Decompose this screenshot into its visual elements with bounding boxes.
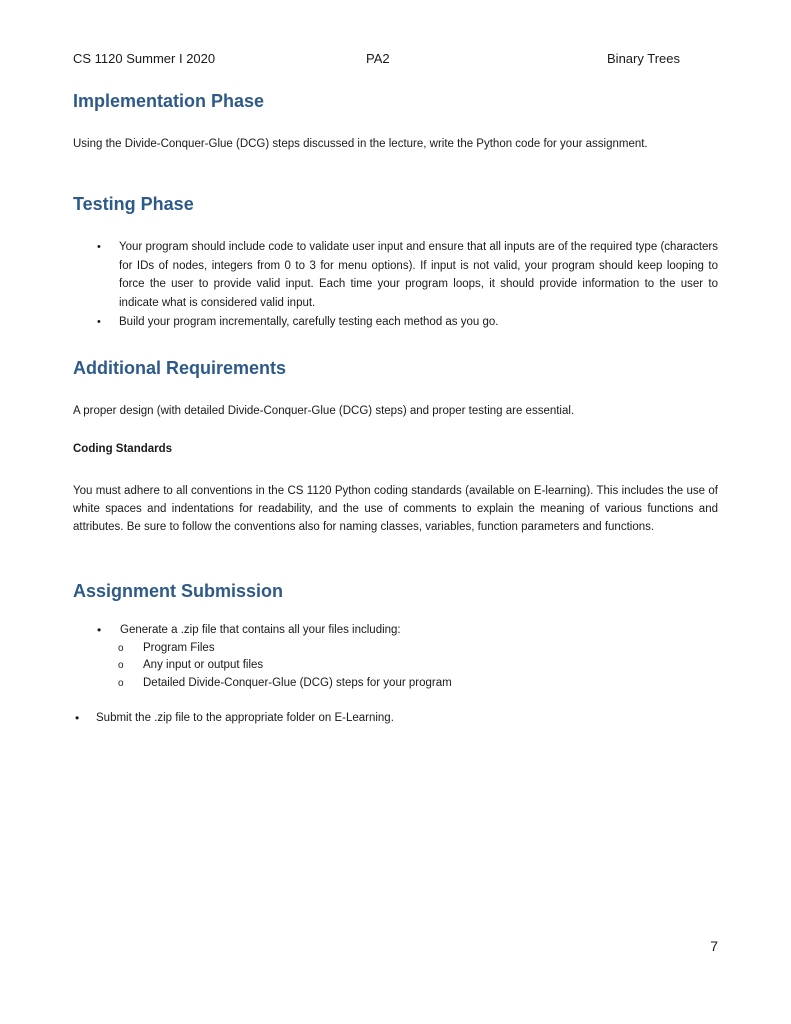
page-number: 7 xyxy=(710,938,718,954)
testing-heading: Testing Phase xyxy=(73,194,194,214)
zip-content-text: Detailed Divide-Conquer-Glue (DCG) steps for your program xyxy=(143,676,452,689)
header-topic: Binary Trees xyxy=(607,51,680,66)
bullet-icon: • xyxy=(97,623,102,637)
coding-standards-body: You must adhere to all conventions in the CS 1120 Python coding standards (available on E-learning). This includes the use of white spaces and indentations for readability, and the use of comments to explain the meaning of various functions and attributes. Be sure to follow the conventions also for naming classes, variables, function parameters and functions. xyxy=(73,485,718,533)
circle-bullet-icon: o xyxy=(118,677,124,689)
submission-heading: Assignment Submission xyxy=(73,581,284,601)
submission-zip-item xyxy=(73,622,718,640)
testing-item-text: Build your program incrementally, carefully testing each method as you go. xyxy=(119,316,499,328)
implementation-heading: Implementation Phase xyxy=(73,91,265,111)
zip-content-text: Program Files xyxy=(143,641,215,654)
additional-body: A proper design (with detailed Divide-Conquer-Glue (DCG) steps) and proper testing are essential. xyxy=(73,405,575,417)
circle-bullet-icon: o xyxy=(118,660,124,671)
submit-item-text: Submit the .zip file to the appropriate folder on E-Learning. xyxy=(96,712,394,724)
submission-list xyxy=(73,622,718,692)
circle-bullet-icon: o xyxy=(118,642,124,654)
additional-heading: Additional Requirements xyxy=(73,358,287,378)
zip-content-text: Any input or output files xyxy=(143,659,264,671)
bullet-icon: • xyxy=(75,711,80,725)
submit-item xyxy=(73,709,718,727)
bullet-icon: • xyxy=(97,316,101,328)
testing-item xyxy=(73,313,718,332)
zip-content-item xyxy=(73,657,718,675)
testing-item xyxy=(73,238,718,312)
zip-content-item xyxy=(73,640,718,658)
testing-list xyxy=(73,238,718,332)
header-course: CS 1120 Summer I 2020 xyxy=(73,51,216,66)
testing-item-text: Your program should include code to validate user input and ensure that all inputs are of the required type (characters for IDs of nodes, integers from 0 to 3 for menu options). If input is not valid, your program should keep looping to force the user to provide valid input. Each time your program loops, it should provide information to the user to indicate what is considered valid input. xyxy=(119,241,718,309)
zip-content-item xyxy=(73,675,718,693)
submission-zip-text: Generate a .zip file that contains all your files including: xyxy=(120,624,401,636)
coding-standards-heading: Coding Standards xyxy=(73,443,173,455)
page-header xyxy=(73,51,680,69)
header-assignment: PA2 xyxy=(366,51,390,66)
implementation-body: Using the Divide-Conquer-Glue (DCG) steps discussed in the lecture, write the Python code for your assignment. xyxy=(73,138,648,150)
bullet-icon: • xyxy=(97,241,101,253)
